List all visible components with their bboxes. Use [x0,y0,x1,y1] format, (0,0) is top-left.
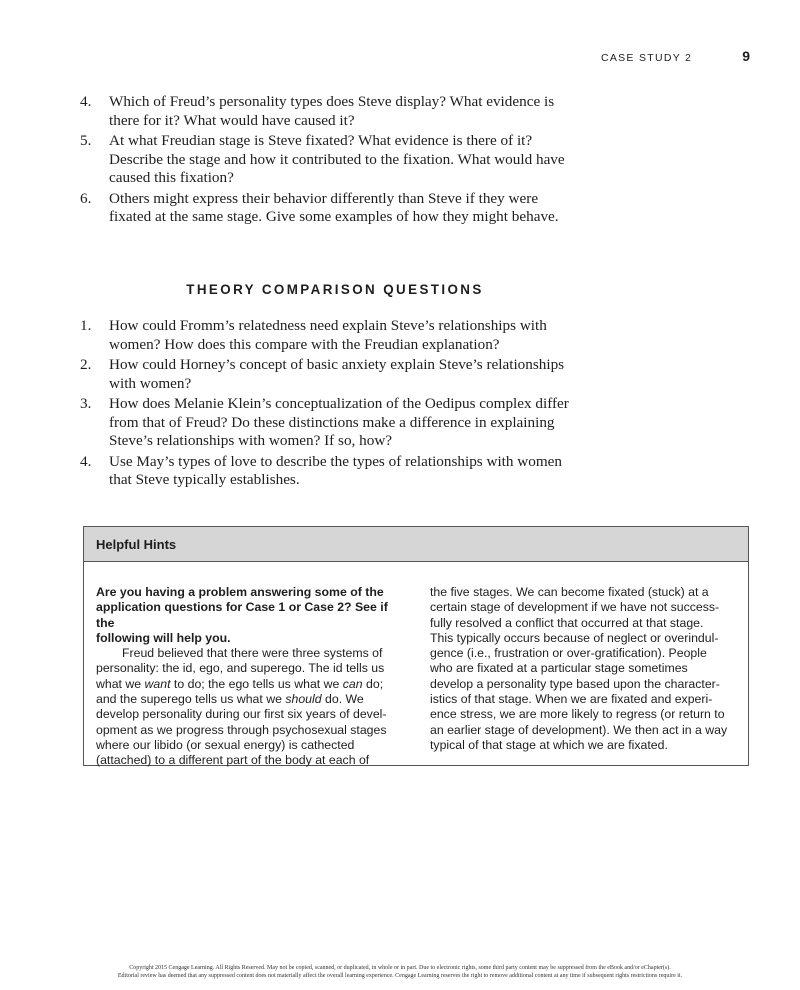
running-head [601,48,750,64]
question-line: How does Melanie Klein’s conceptualization of the Oedipus complex differ [109,395,569,412]
helpful-hints-box [83,526,749,766]
copyright-footer [0,964,800,980]
hints-line: istics of that stage. When we are fixated and experi- [430,692,713,707]
hints-line: and the superego tells us what we should do. We [96,692,364,707]
theory-questions-list [80,317,600,492]
hints-line: develop personality during our first six years of devel- [96,707,387,722]
hints-line: the five stages. We can become fixated (stuck) at a [430,585,709,599]
question-line: fixated at the same stage. Give some examples of how they might behave. [109,208,559,225]
question-line: Which of Freud’s personality types does Steve display? What evidence is [109,93,555,110]
hints-line: application questions for Case 1 or Case 2? See if the [96,600,388,630]
question-number: 6. [80,189,92,207]
hints-line: gence (i.e., frustration or over-gratification). People [430,646,707,661]
hints-line: personality: the id, ego, and superego. The id tells us [96,661,385,676]
question-text [109,190,600,227]
copyright-line: Editorial review has deemed that any suppressed content does not materially affect the overall learning experience. Cengage Learning reserves the right to remove additional content at any time if subsequent rights restrictions require it. [117,973,683,979]
question-line: Use May’s types of love to describe the types of relationships with women [109,452,563,470]
question-line: Steve’s relationships with women? If so, how? [109,432,393,449]
question-line: Others might express their behavior differently than Steve if they were [109,189,539,207]
hints-paragraph [96,646,401,768]
question-line: women? How does this compare with the Freudian explanation? [109,335,500,353]
hints-line: ence stress, we are more likely to regress (or return to [430,707,725,722]
question-number: 3. [80,395,92,412]
question-text [109,93,600,130]
hints-line: what we want to do; the ego tells us what we can do; [96,676,384,691]
question-line: caused this fixation? [109,169,234,186]
hints-line: opment as we progress through psychosexual stages [96,722,387,737]
question-line: How could Horney’s concept of basic anxiety explain Steve’s relationships [109,356,565,373]
hints-line: who are fixated at a particular stage sometimes [430,661,688,676]
question-line: there for it? What would have caused it? [109,111,355,129]
hints-line: Freud believed that there were three systems of [122,646,383,661]
question-item [80,190,600,227]
question-text [109,395,600,451]
question-line: At what Freudian stage is Steve fixated? What evidence is there of it? [109,132,533,149]
question-item [80,395,600,451]
hints-line: develop a personality type based upon the character- [430,676,720,691]
hints-line: (attached) to a different part of the body at each of [96,753,370,768]
hints-line: typical of that stage at which we are fixated. [430,737,668,752]
hints-line: fully resolved a conflict that occurred at that stage. [430,615,704,630]
question-number: 4. [80,93,92,110]
hints-line: where our libido (or sexual energy) is cathected [96,737,355,752]
hints-lead [96,585,401,646]
hints-line: an earlier stage of development). We then act in a way [430,722,728,737]
hints-line: This typically occurs because of neglect or overindul- [430,630,719,645]
hints-right-column [430,585,740,753]
question-line: that Steve typically establishes. [109,471,300,488]
helpful-hints-title: Helpful Hints [84,527,748,562]
application-questions-list [80,93,600,229]
question-item [80,317,600,354]
hints-paragraph [430,585,740,753]
question-number: 1. [80,317,92,334]
hints-line: Are you having a problem answering some of the [96,585,384,599]
question-text [109,132,600,188]
running-head-title: CASE STUDY 2 [600,52,693,64]
hints-left-column [96,585,401,769]
page-number: 9 [742,48,750,64]
question-number: 4. [80,452,92,470]
question-text [109,317,600,354]
copyright-line: Copyright 2015 Cengage Learning. All Rights Reserved. May not be copied, scanned, or duplicated, in whole or in part. Due to electronic rights, some third party content may be suppressed from the eBook and/or eChapter(s). [129,965,671,971]
section-heading: THEORY COMPARISON QUESTIONS [186,282,484,297]
question-line: with women? [109,374,192,392]
question-item [80,93,600,130]
question-number: 2. [80,356,92,373]
question-line: Describe the stage and how it contributed to the fixation. What would have [109,150,565,168]
question-item [80,356,600,393]
hints-line: following will help you. [96,630,231,645]
question-line: How could Fromm’s relatedness need explain Steve’s relationships with [109,317,547,334]
question-number: 5. [80,132,92,149]
question-text [109,453,600,490]
question-line: from that of Freud? Do these distinctions make a difference in explaining [109,413,555,431]
question-item [80,132,600,188]
hints-line: certain stage of development if we have not success- [430,600,720,615]
question-item [80,453,600,490]
question-text [109,356,600,393]
